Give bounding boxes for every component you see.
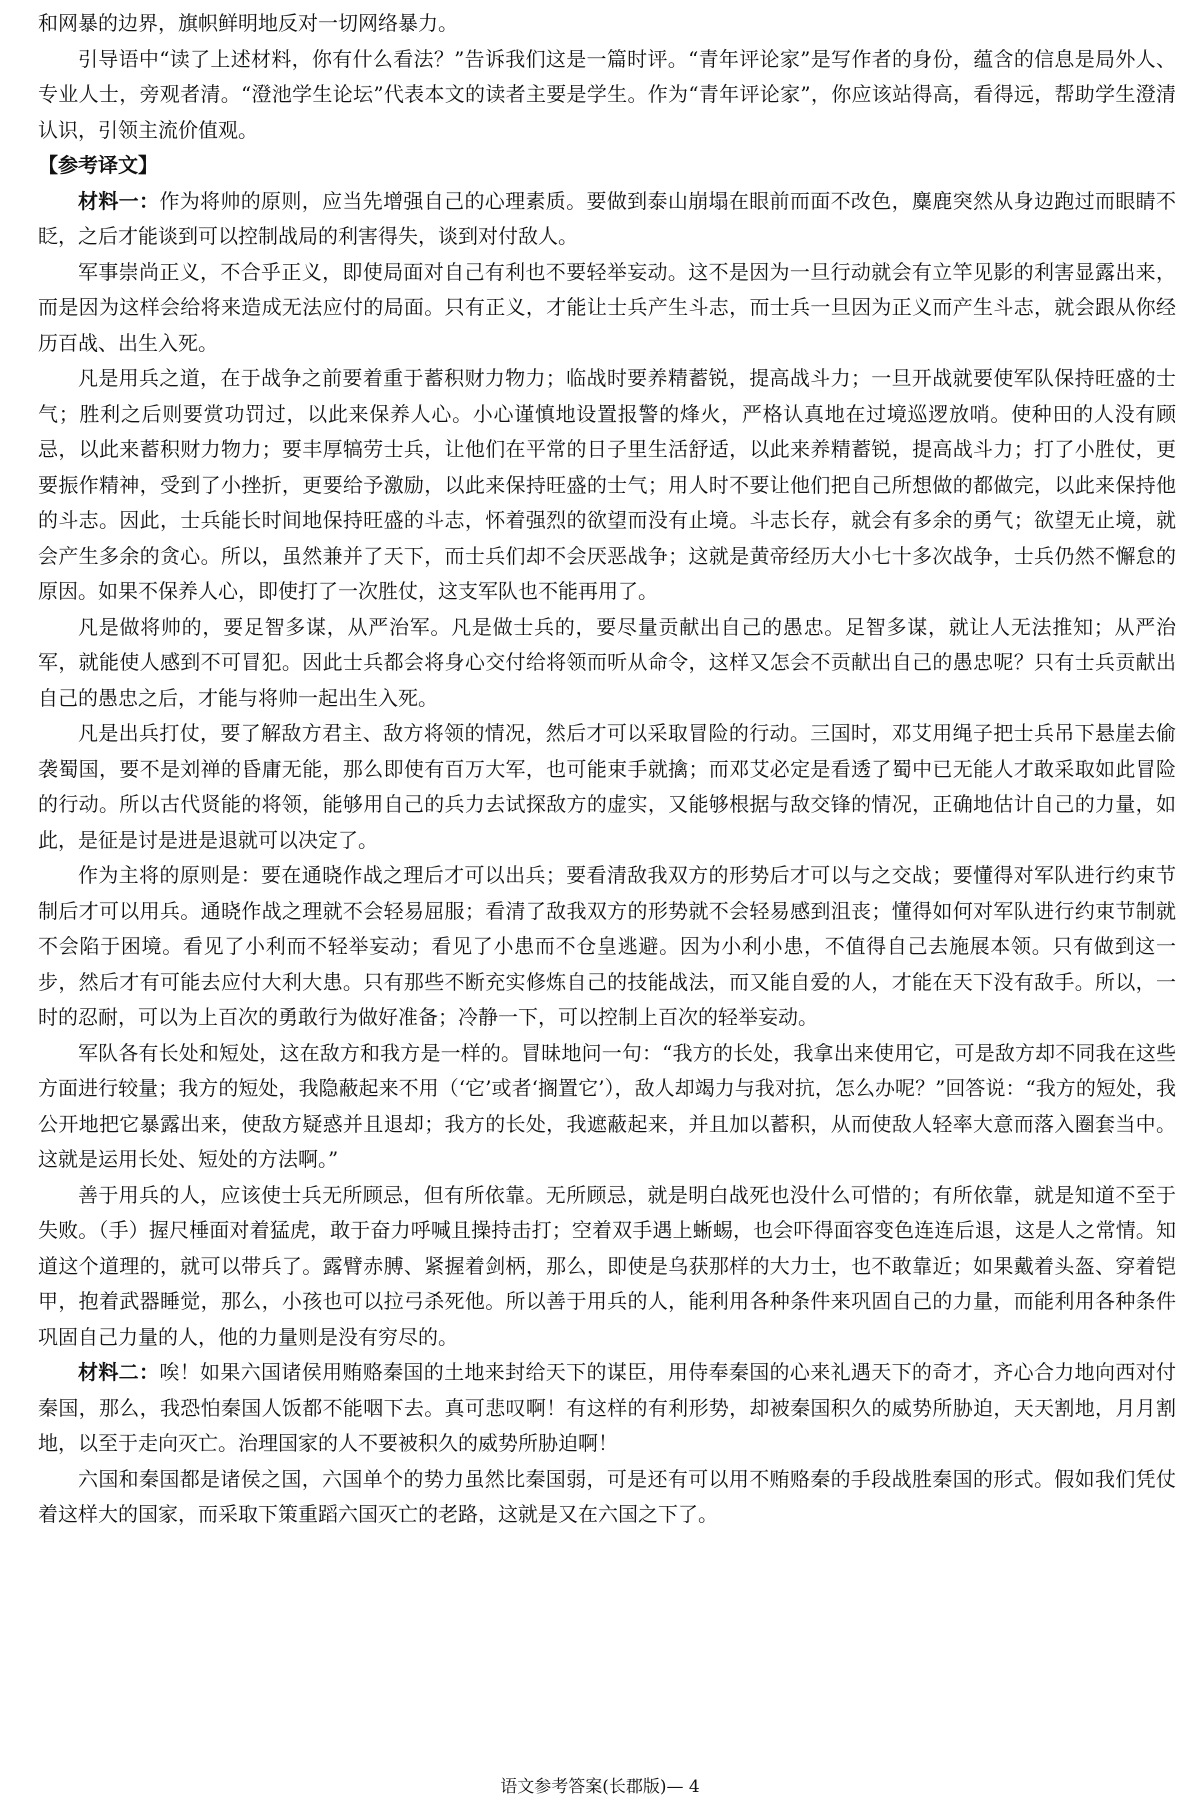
intro-paragraph-2: 引导语中“读了上述材料，你有什么看法？”告诉我们这是一篇时评。“青年评论家”是写作者的身份，蕴含的信息是局外人、专业人士，旁观者清。“澄池学生论坛”代表本文的读者主要是学生。作为“青年评论家”，你应该站得高，看得远，帮助学生澄清认识，引领主流价值观。	[38, 46, 1176, 142]
material1-paragraph-8: 善于用兵的人，应该使士兵无所顾忌，但有所依靠。无所顾忌，就是明白战死也没什么可惜的；有所依靠，就是知道不至于失败。（手）握尺棰面对着猛虎，敢于奋力呼喊且操持击打；空着双手遇上蜥蜴，也会吓得面容变色连连后退，这是人之常情。知道这个道理的，就可以带兵了。露臂赤膊、紧握着剑柄，那么，即使是乌获那样的大力士，也不敢靠近；如果戴着头盔、穿着铠甲，抱着武器睡觉，那么，小孩也可以拉弓杀死他。所以善于用兵的人，能利用各种条件来巩固自己的力量，而能利用各种条件巩固自己力量的人，他的力量则是没有穷尽的。	[38, 1182, 1176, 1349]
material1-paragraph-2: 军事崇尚正义，不合乎正义，即使局面对自己有利也不要轻举妄动。这不是因为一旦行动就会有立竿见影的利害显露出来，而是因为这样会给将来造成无法应付的局面。只有正义，才能让士兵产生斗志，而士兵一旦因为正义而产生斗志，就会跟从你经历百战、出生入死。	[38, 259, 1176, 355]
material1-paragraph-4: 凡是做将帅的，要足智多谋，从严治军。凡是做士兵的，要尽量贡献出自己的愚忠。足智多谋，就让人无法推知；从严治军，就能使人感到不可冒犯。因此士兵都会将身心交付给将领而听从命令，这样又怎会不贡献出自己的愚忠呢？只有士兵贡献出自己的愚忠之后，才能与将帅一起出生入死。	[38, 614, 1176, 710]
material2-paragraph-1	[38, 1355, 1176, 1462]
material2-label: 材料二：	[78, 1360, 160, 1384]
material1-paragraph-7: 军队各有长处和短处，这在敌方和我方是一样的。冒昧地问一句：“我方的长处，我拿出来使用它，可是敌方却不同我在这些方面进行较量；我方的短处，我隐蔽起来不用（‘它’或者‘搁置它’），敌人却竭力与我对抗，怎么办呢？”回答说：“我方的短处，我公开地把它暴露出来，使敌方疑惑并且退却；我方的长处，我遮蔽起来，并且加以蓄积，从而使敌人轻率大意而落入圈套当中。这就是运用长处、短处的方法啊。”	[38, 1040, 1176, 1171]
material1-paragraph-5: 凡是出兵打仗，要了解敌方君主、敌方将领的情况，然后才可以采取冒险的行动。三国时，邓艾用绳子把士兵吊下悬崖去偷袭蜀国，要不是刘禅的昏庸无能，那么即使有百万大军，也可能束手就擒；而邓艾必定是看透了蜀中已无能人才敢采取如此冒险的行动。所以古代贤能的将领，能够用自己的兵力去试探敌方的虚实，又能够根据与敌交锋的情况，正确地估计自己的力量，如此，是征是讨是进是退就可以决定了。	[38, 721, 1176, 852]
intro-paragraph-1: 和网暴的边界，旗帜鲜明地反对一切网络暴力。	[38, 11, 458, 35]
material1-paragraph-3: 凡是用兵之道，在于战争之前要着重于蓄积财力物力；临战时要养精蓄锐，提高战斗力；一旦开战就要使军队保持旺盛的士气；胜利之后则要赏功罚过，以此来保养人心。小心谨慎地设置报警的烽火，严格认真地在过境巡逻放哨。使种田的人没有顾忌，以此来蓄积财力物力；要丰厚犒劳士兵，让他们在平常的日子里生活舒适，以此来养精蓄锐，提高战斗力；打了小胜仗，更要振作精神，受到了小挫折，更要给予激励，以此来保持旺盛的士气；用人时不要让他们把自己所想做的都做完，以此来保持他的斗志。因此，士兵能长时间地保持旺盛的斗志，怀着强烈的欲望而没有止境。斗志长存，就会有多余的勇气；欲望无止境，就会产生多余的贪心。所以，虽然兼并了天下，而士兵们却不会厌恶战争；这就是黄帝经历大小七十多次战争，士兵仍然不懈怠的原因。如果不保养人心，即使打了一次胜仗，这支军队也不能再用了。	[38, 366, 1176, 603]
material1-paragraph-1	[38, 184, 1176, 255]
reference-translation-heading: 【参考译文】	[38, 153, 158, 177]
document-page	[38, 6, 1176, 1533]
material2-paragraph-1-text: 唉！如果六国诸侯用贿赂秦国的土地来封给天下的谋臣，用侍奉秦国的心来礼遇天下的奇才，齐心合力地向西对付秦国，那么，我恐怕秦国人饭都不能咽下去。真可悲叹啊！有这样的有利形势，却被秦国积久的威势所胁迫，天天割地，月月割地，以至于走向灭亡。治理国家的人不要被积久的威势所胁迫啊！	[38, 1360, 1177, 1455]
material1-paragraph-1-text: 作为将帅的原则，应当先增强自己的心理素质。要做到泰山崩塌在眼前而面不改色，麋鹿突然从身边跑过而眼睛不眨，之后才能谈到可以控制战局的利害得失，谈到对付敌人。	[38, 188, 1177, 248]
material1-label: 材料一：	[78, 188, 160, 213]
page-footer: 语文参考答案(长郡版)— 4	[500, 1777, 700, 1797]
material2-paragraph-2: 六国和秦国都是诸侯之国，六国单个的势力虽然比秦国弱，可是还有可以用不贿赂秦的手段战胜秦国的形式。假如我们凭仗着这样大的国家，而采取下策重蹈六国灭亡的老路，这就是又在六国之下了。	[38, 1466, 1176, 1526]
material1-paragraph-6: 作为主将的原则是：要在通晓作战之理后才可以出兵；要看清敌我双方的形势后才可以与之交战；要懂得对军队进行约束节制后才可以用兵。通晓作战之理就不会轻易屈服；看清了敌我双方的形势就不会轻易感到沮丧；懂得如何对军队进行约束节制就不会陷于困境。看见了小利而不轻举妄动；看见了小患而不仓皇逃避。因为小利小患，不值得自己去施展本领。只有做到这一步，然后才有可能去应付大利大患。只有那些不断充实修炼自己的技能战法，而又能自爱的人，才能在天下没有敌手。所以，一时的忍耐，可以为上百次的勇敢行为做好准备；冷静一下，可以控制上百次的轻举妄动。	[38, 863, 1176, 1029]
